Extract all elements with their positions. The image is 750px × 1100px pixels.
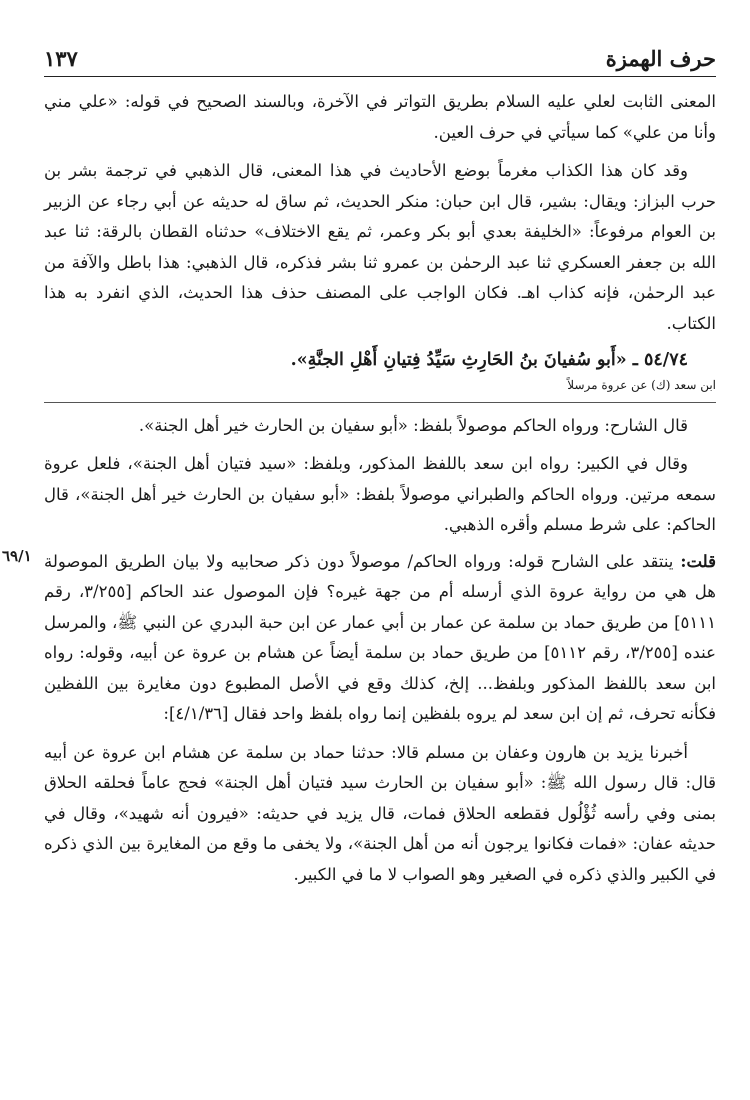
paragraph-kabir: وقال في الكبير: رواه ابن سعد باللفظ المذكور، وبلفظ: «سيد فتيان أهل الجنة»، فلعل عروة سمعه مرتين. ورواه الحاكم والطبراني موصولاً بلفظ: «أبو سفيان بن الحارث خير أهل الجنة»، قال الحاكم: على شرط مسلم وأقره الذهبي.	[44, 454, 716, 534]
qult-label: قلت:	[680, 551, 717, 571]
page-header	[44, 40, 716, 77]
margin-reference: ٦٩/١	[2, 546, 32, 565]
paragraph-qult	[44, 547, 716, 730]
page-number: ١٣٧	[44, 46, 78, 71]
paragraph-1: المعنى الثابت لعلي عليه السلام بطريق التواتر في الآخرة، وبالسند الصحيح في قوله: «علي مني وأنا من علي» كما سيأتي في حرف العين.	[44, 92, 716, 142]
hadith-takhrij: ابن سعد (ك) عن عروة مرسلاً	[567, 377, 716, 392]
chapter-title: حرف الهمزة	[605, 46, 716, 71]
paragraph-2: وقد كان هذا الكذاب مغرماً بوضع الأحاديث في هذا المعنى، قال الذهبي في ترجمة بشر بن حرب البزاز: ويقال: بشير، قال ابن حبان: منكر الحديث، ثم ساق له حديثه عن أبي رجاء عن الزبير بن العوام مرفوعاً: «الخليفة بعدي أبو بكر وعمر، ثم يقع الاختلاف» حدثناه القطان بالرقة: ثنا عبد الله بن جعفر العسكري ثنا عبد الرحمٰن بن عمرو ثنا بشر فذكره، قال الذهبي: هذا باطل والآفة من عبد الرحمٰن، فإنه كذاب اهـ. فكان الواجب على المصنف حذف هذا الحديث، الذي انفرد به هذا الكتاب.	[44, 161, 716, 333]
qult-block	[2, 546, 717, 730]
qult-text: ينتقد على الشارح قوله: ورواه الحاكم/ موصولاً دون ذكر صحابيه ولا بيان الطريق الموصولة هل هي من رواية عروة الذي أرسله أم من جهة غيره؟ فإن الموصول عند الحاكم [٣/٢٥٥، رقم ٥١١١] من طريق حماد بن سلمة عن عمار بن أبي عمار عن ابن حبة البدري عن النبي ﷺ، والمرسل عنده [٣/٢٥٥، رقم ٥١١٢] من طريق حماد بن سلمة أيضاً عن هشام بن عروة عن أبيه، وقوله: رواه ابن سعد باللفظ المذكور وبلفظ... إلخ، كذلك وقع في الأصل المطبوع دون مغايرة بين اللفظين فكأنه تحرف، ثم إن ابن سعد لم يروه بلفظين إنما رواه بلفظ واحد فقال [٤/١/٣٦]:	[44, 551, 717, 723]
divider	[44, 402, 716, 403]
book-page	[2, 40, 717, 890]
hadith-heading: ٥٤/٧٤ ـ «أَبو سُفيانَ بنُ الحَارِثِ سَيِّدُ فِتيانِ أَهْلِ الجنَّةِ».	[290, 350, 688, 370]
paragraph-sharih: قال الشارح: ورواه الحاكم موصولاً بلفظ: «أبو سفيان بن الحارث خير أهل الجنة».	[138, 415, 688, 435]
paragraph-ibn-saad: أخبرنا يزيد بن هارون وعفان بن مسلم قالا: حدثنا حماد بن سلمة عن هشام ابن عروة عن أبيه قال: قال رسول الله ﷺ: «أبو سفيان بن الحارث سيد فتيان أهل الجنة» فحج عاماً فحلقه الحلاق بمنى وفي رأسه ثُؤْلُول فقطعه الحلاق فمات، قال يزيد في حديثه: «فيرون أنه شهيد»، وقال في حديثه عفان: «فمات فكانوا يرجون أنه من أهل الجنة»، ولا يخفى ما وقع من المغايرة بين الذي ذكره في الكبير والذي ذكره في الصغير وهو الصواب لا ما في الكبير.	[44, 742, 716, 884]
